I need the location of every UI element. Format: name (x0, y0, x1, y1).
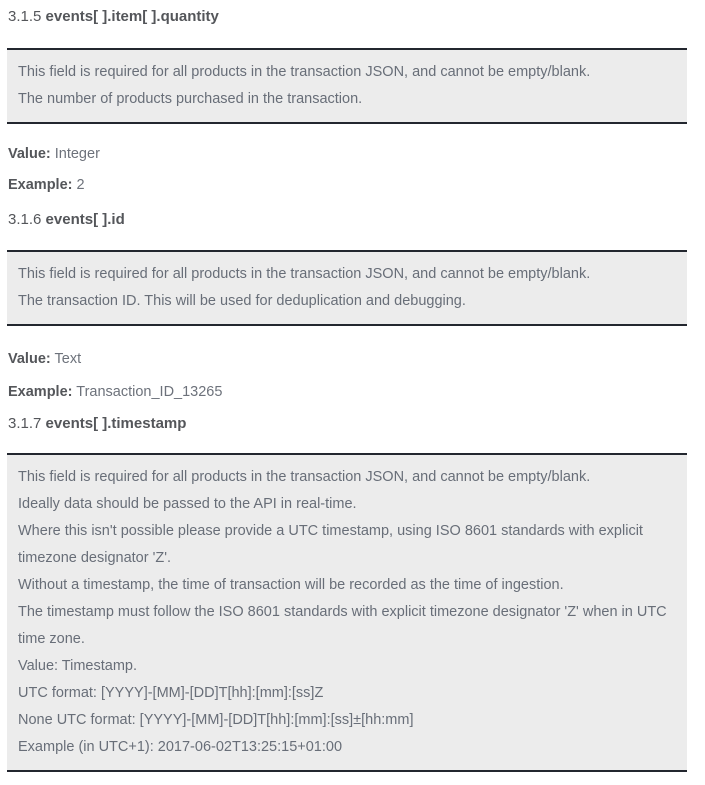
description-line: This field is required for all products in the transaction JSON, and cannot be empty/blank. (18, 469, 591, 485)
description-line: The number of products purchased in the transaction. (18, 91, 363, 107)
example-text: 2 (76, 177, 85, 193)
field-name: events[ ].id (45, 211, 125, 228)
section-heading-317 (8, 415, 687, 433)
description-line: This field is required for all products in the transaction JSON, and cannot be empty/blank. (18, 266, 591, 282)
description-line: The timestamp must follow the ISO 8601 standards with explicit timezone designator 'Z' when in UTC time zone. (18, 604, 667, 647)
example-text: Transaction_ID_13265 (76, 384, 223, 400)
description-line: Ideally data should be passed to the API in real-time. (18, 496, 357, 512)
value-row-315 (8, 145, 687, 163)
value-text: Integer (54, 146, 100, 162)
example-row-316 (8, 383, 687, 401)
section-heading-315 (8, 8, 687, 26)
field-description-box-316 (7, 250, 687, 326)
description-line: Without a timestamp, the time of transaction will be recorded as the time of ingestion. (18, 577, 564, 593)
field-name: events[ ].timestamp (45, 415, 187, 432)
description-line: UTC format: [YYYY]-[MM]-[DD]T[hh]:[mm]:[ss]Z (18, 685, 324, 701)
example-row-315 (8, 176, 687, 194)
description-line: Value: Timestamp. (18, 658, 138, 674)
description-line: None UTC format: [YYYY]-[MM]-[DD]T[hh]:[mm]:[ss]±[hh:mm] (18, 712, 414, 728)
section-number: 3.1.5 (8, 8, 42, 25)
value-label: Value: (8, 351, 51, 367)
documentation-page (0, 8, 705, 785)
section-number: 3.1.7 (8, 415, 42, 432)
description-line: The transaction ID. This will be used for deduplication and debugging. (18, 293, 466, 309)
example-label: Example: (8, 177, 73, 193)
section-heading-316 (8, 211, 687, 229)
section-number: 3.1.6 (8, 211, 42, 228)
value-label: Value: (8, 146, 51, 162)
field-name: events[ ].item[ ].quantity (45, 8, 219, 25)
value-text: Text (54, 351, 82, 367)
value-row-316 (8, 350, 687, 368)
description-line: This field is required for all products in the transaction JSON, and cannot be empty/blank. (18, 64, 591, 80)
field-description-box-315 (7, 48, 687, 124)
example-label: Example: (8, 384, 73, 400)
field-description-box-317 (7, 453, 687, 772)
description-line: Where this isn't possible please provide a UTC timestamp, using ISO 8601 standards with explicit timezone designator 'Z'. (18, 523, 643, 566)
description-line: Example (in UTC+1): 2017-06-02T13:25:15+01:00 (18, 739, 343, 755)
